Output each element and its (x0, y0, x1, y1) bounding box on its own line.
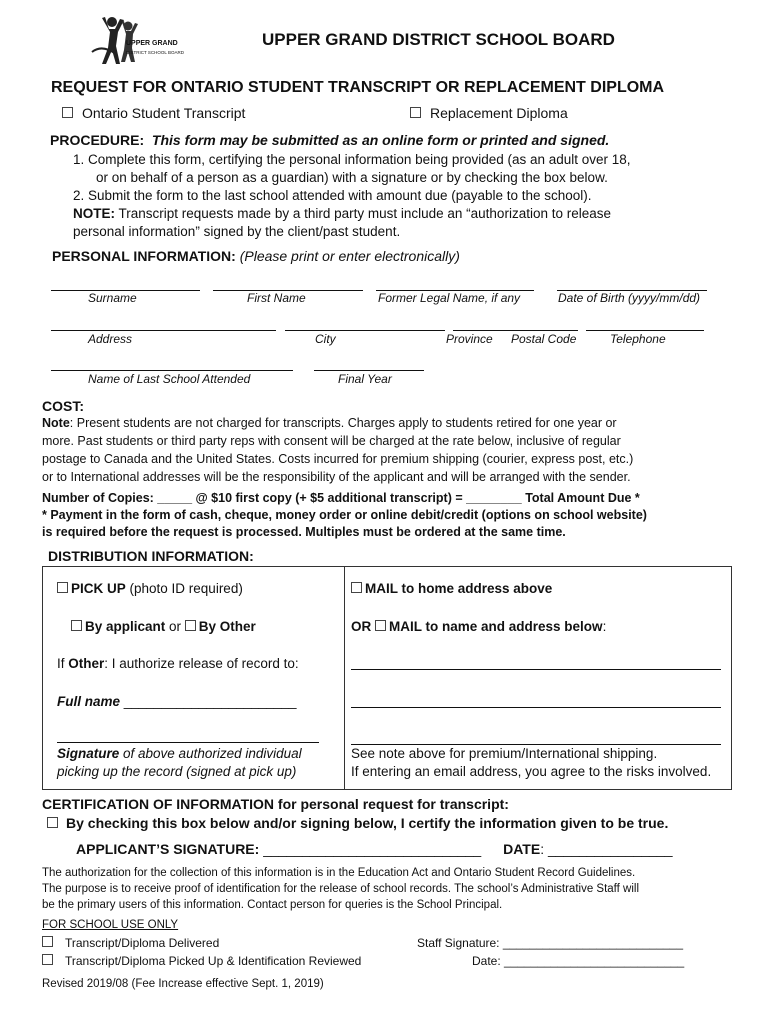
telephone-field[interactable] (586, 330, 704, 331)
address-label: Address (88, 332, 133, 346)
mail-address-line-2[interactable] (351, 707, 721, 708)
mail-home-checkbox[interactable] (351, 582, 362, 593)
pickup-note: (photo ID required) (125, 581, 243, 596)
or-mail-label: OR (351, 619, 376, 634)
procedure-step1-line2: or on behalf of a person as a guardian) with a signature or by checking the box below. (96, 170, 608, 185)
distribution-heading: DISTRIBUTION INFORMATION: (48, 548, 254, 564)
school-board-logo (88, 14, 198, 72)
delivered-label: Transcript/Diploma Delivered (65, 936, 220, 950)
cost-note-line4: or to International addresses will be the responsibility of the applicant and will be arranged with the sender. (42, 470, 631, 484)
by-applicant-label: By applicant (85, 619, 166, 634)
city-field[interactable] (285, 330, 445, 331)
date-label: DATE (503, 841, 541, 857)
payment-line2: is required before the request is processed. Multiples must be ordered at the same time. (42, 525, 566, 539)
postal-code-label: Postal Code (511, 332, 577, 346)
staff-date-line: ___________________________ (500, 954, 685, 968)
option-transcript-label: Ontario Student Transcript (82, 105, 246, 121)
cost-note-line1 (42, 414, 617, 432)
see-note-text: See note above for premium/International shipping. (351, 746, 658, 761)
mail-home-option[interactable] (351, 581, 552, 596)
cost-note-text: : Present students are not charged for transcripts. Charges apply to students retired for one year or (69, 416, 617, 430)
picked-up-label: Transcript/Diploma Picked Up & Identification Reviewed (65, 954, 362, 968)
signature-caption-rest: of above authorized individual (119, 746, 302, 761)
signature-field[interactable] (57, 742, 319, 743)
former-name-label: Former Legal Name, if any (378, 291, 521, 305)
full-name-label: Full name (57, 694, 121, 709)
school-use-heading: FOR SCHOOL USE ONLY (42, 919, 179, 931)
delivered-checkbox[interactable] (42, 936, 53, 947)
option-diploma-label: Replacement Diploma (430, 105, 568, 121)
cost-note-label: Note (42, 416, 70, 430)
by-applicant-checkbox[interactable] (71, 620, 82, 631)
procedure-label: PROCEDURE: (50, 132, 145, 148)
staff-signature-line: ___________________________ (499, 936, 684, 950)
date-line: : ________________ (540, 841, 673, 857)
certification-checkbox[interactable] (47, 817, 58, 828)
revision-footer: Revised 2019/08 (Fee Increase effective Sept. 1, 2019) (42, 978, 324, 990)
telephone-label: Telephone (610, 332, 666, 346)
province-postal-field[interactable] (453, 330, 578, 331)
final-year-field[interactable] (314, 370, 424, 371)
province-label: Province (446, 332, 493, 346)
form-title: REQUEST FOR ONTARIO STUDENT TRANSCRIPT OR REPLACEMENT DIPLOMA (51, 79, 665, 96)
procedure-note-label: NOTE: (73, 206, 115, 221)
email-note-text: If entering an email address, you agree to the risks involved. (351, 764, 712, 779)
authorization-line3: be the primary users of this information. Contact person for queries is the School Principal. (42, 899, 503, 911)
certification-checkbox-text: By checking this box below and/or signing below, I certify the information given to be true. (66, 815, 669, 831)
option-diploma[interactable] (410, 105, 568, 121)
by-other-checkbox[interactable] (185, 620, 196, 631)
staff-date-label: Date: (472, 954, 501, 968)
signature-caption-line1 (57, 746, 302, 761)
mail-name-option[interactable] (351, 619, 606, 634)
if-other-rest: : I authorize release of record to: (104, 656, 299, 671)
staff-date-row[interactable] (472, 953, 684, 969)
procedure-subtitle: This form may be submitted as an online form or printed and signed. (151, 132, 610, 148)
or-text: or (165, 619, 185, 634)
procedure-note-line1 (73, 205, 611, 223)
if-other-prefix: If (57, 656, 69, 671)
logo-text-primary: UPPER GRAND (126, 40, 178, 47)
last-school-label: Name of Last School Attended (88, 372, 251, 386)
mail-home-label: MAIL to home address above (365, 581, 553, 596)
pickup-option[interactable] (57, 581, 243, 596)
procedure-heading (50, 132, 609, 148)
mail-address-line-3[interactable] (351, 744, 721, 745)
distribution-divider (344, 567, 345, 789)
applicant-signature-line: ____________________________ (259, 841, 486, 857)
option-transcript[interactable] (62, 105, 245, 121)
personal-hint: (Please print or enter electronically) (239, 248, 460, 264)
authorization-line2: The purpose is to receive proof of identification for the release of school records. The school’s Administrative Staff will (42, 883, 640, 895)
logo-text-secondary: DISTRICT SCHOOL BOARD (126, 50, 185, 55)
last-school-field[interactable] (51, 370, 293, 371)
cost-heading: COST: (42, 398, 84, 414)
signature-caption-line2: picking up the record (signed at pick up) (57, 764, 297, 779)
full-name-line: _______________________ (120, 694, 297, 709)
procedure-note-line2: personal information” signed by the client/past student. (73, 224, 401, 239)
staff-signature-label: Staff Signature: (417, 936, 500, 950)
pickup-by-options[interactable] (71, 619, 256, 634)
first-name-label: First Name (247, 291, 306, 305)
city-label: City (315, 332, 336, 346)
if-other-bold: Other (68, 656, 105, 671)
procedure-step1-line1: 1. Complete this form, certifying the personal information being provided (as an adult over 18, (73, 152, 631, 167)
if-other-text (57, 656, 299, 671)
full-name-field[interactable] (57, 694, 296, 709)
signature-caption-bold: Signature (57, 746, 120, 761)
payment-line1: * Payment in the form of cash, cheque, money order or online debit/credit (options on school website) (42, 508, 647, 522)
cost-note-line3: postage to Canada and the United States. Costs incurred for premium shipping (courier, express post, etc.) (42, 452, 634, 466)
transcript-checkbox[interactable] (62, 107, 73, 118)
board-title: UPPER GRAND DISTRICT SCHOOL BOARD (262, 30, 615, 49)
personal-label: PERSONAL INFORMATION: (52, 248, 236, 264)
picked-up-checkbox[interactable] (42, 954, 53, 965)
address-field[interactable] (51, 330, 276, 331)
diploma-checkbox[interactable] (410, 107, 421, 118)
mail-address-line-1[interactable] (351, 669, 721, 670)
delivered-row[interactable] (42, 935, 219, 951)
procedure-step2: 2. Submit the form to the last school attended with amount due (payable to the school). (73, 188, 592, 203)
mail-name-label: MAIL to name and address below (389, 619, 603, 634)
personal-heading (52, 248, 460, 264)
certification-checkbox-row[interactable] (47, 815, 668, 831)
picked-up-row[interactable] (42, 953, 361, 969)
applicant-signature-label: APPLICANT’S SIGNATURE: (76, 841, 260, 857)
number-of-copies-line[interactable]: Number of Copies: _____ @ $10 first copy (+ $5 additional transcript) = ________ Total Amount Due * (42, 491, 640, 505)
dob-label: Date of Birth (yyyy/mm/dd) (558, 291, 701, 305)
mail-name-checkbox[interactable] (375, 620, 386, 631)
certification-heading: CERTIFICATION OF INFORMATION for personal request for transcript: (42, 796, 509, 812)
cost-note-line2: more. Past students or third party reps with consent will be charged at the rate below, inclusive of regular (42, 434, 621, 448)
authorization-line1: The authorization for the collection of this information is in the Education Act and Ontario Student Record Guidelines. (42, 867, 636, 879)
procedure-note-text: Transcript requests made by a third party must include an “authorization to release (115, 206, 611, 221)
by-other-label: By Other (198, 619, 256, 634)
pickup-checkbox[interactable] (57, 582, 68, 593)
final-year-label: Final Year (338, 372, 392, 386)
staff-signature-row[interactable] (417, 935, 683, 951)
surname-label: Surname (88, 291, 137, 305)
pickup-label: PICK UP (71, 581, 126, 596)
applicant-signature-row[interactable] (76, 841, 673, 857)
distribution-table (42, 566, 732, 790)
mail-name-colon: : (602, 619, 607, 634)
